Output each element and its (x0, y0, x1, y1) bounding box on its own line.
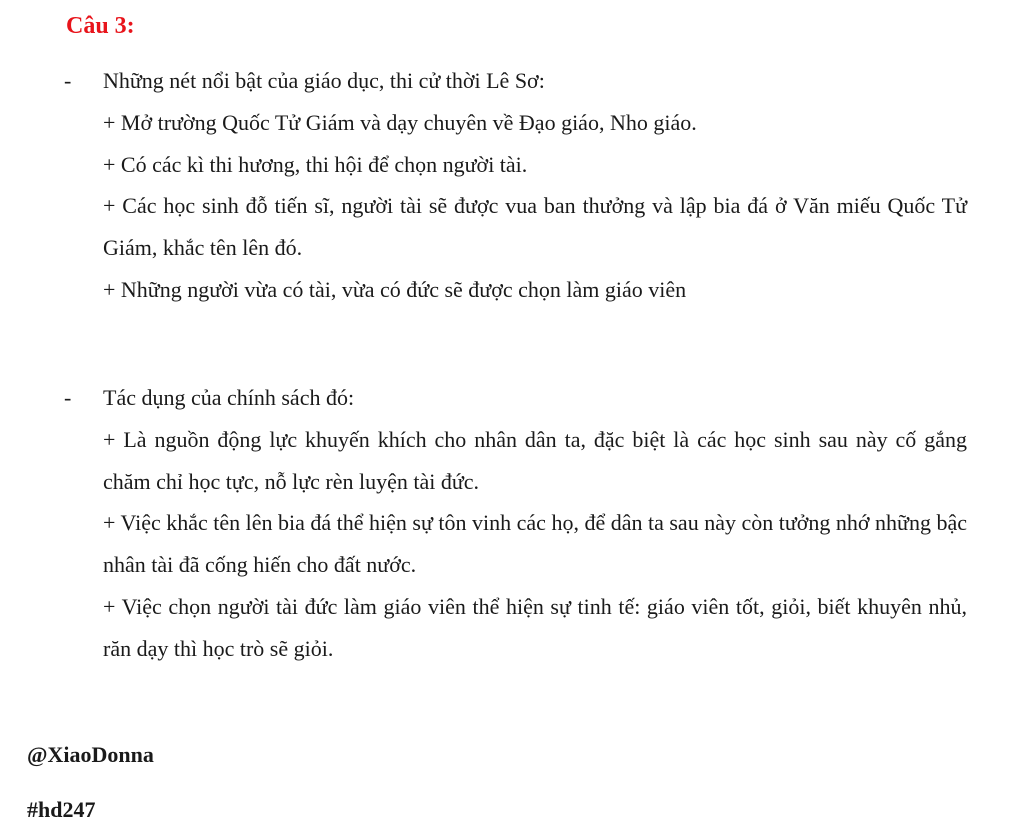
section-title: Tác dụng của chính sách đó: (103, 385, 355, 410)
section-body (103, 60, 967, 311)
hashtag: #hd247 (27, 797, 96, 822)
question-heading: Câu 3: (66, 13, 135, 39)
list-item: + Những người vừa có tài, vừa có đức sẽ được chọn làm giáo viên (103, 276, 687, 302)
list-item: + Là nguồn động lực khuyến khích cho nhân dân ta, đặc biệt là các học sinh sau này cố gắng chăm chỉ học tực, nỗ lực rèn luyện tài đức. (103, 426, 967, 494)
list-item: + Mở trường Quốc Tử Giám và dạy chuyên về Đạo giáo, Nho giáo. (103, 109, 697, 135)
list-item: + Có các kì thi hương, thi hội để chọn người tài. (103, 151, 528, 177)
author-signature: @XiaoDonna (27, 742, 154, 767)
list-item: + Việc chọn người tài đức làm giáo viên thể hiện sự tinh tế: giáo viên tốt, giỏi, biết khuyên nhủ, răn dạy thì học trò sẽ giỏi. (103, 593, 967, 661)
list-item: + Các học sinh đỗ tiến sĩ, người tài sẽ được vua ban thưởng và lập bia đá ở Văn miếu Quốc Tử Giám, khắc tên lên đó. (103, 193, 967, 261)
bullet-dash: - (64, 68, 72, 93)
section-title: Những nét nổi bật của giáo dục, thi cử thời Lê Sơ: (103, 68, 545, 93)
list-item: + Việc khắc tên lên bia đá thể hiện sự tôn vinh các họ, để dân ta sau này còn tưởng nhớ những bậc nhân tài đã cống hiến cho đất nước. (103, 510, 967, 578)
bullet-dash: - (64, 385, 72, 410)
section-body (103, 377, 967, 670)
